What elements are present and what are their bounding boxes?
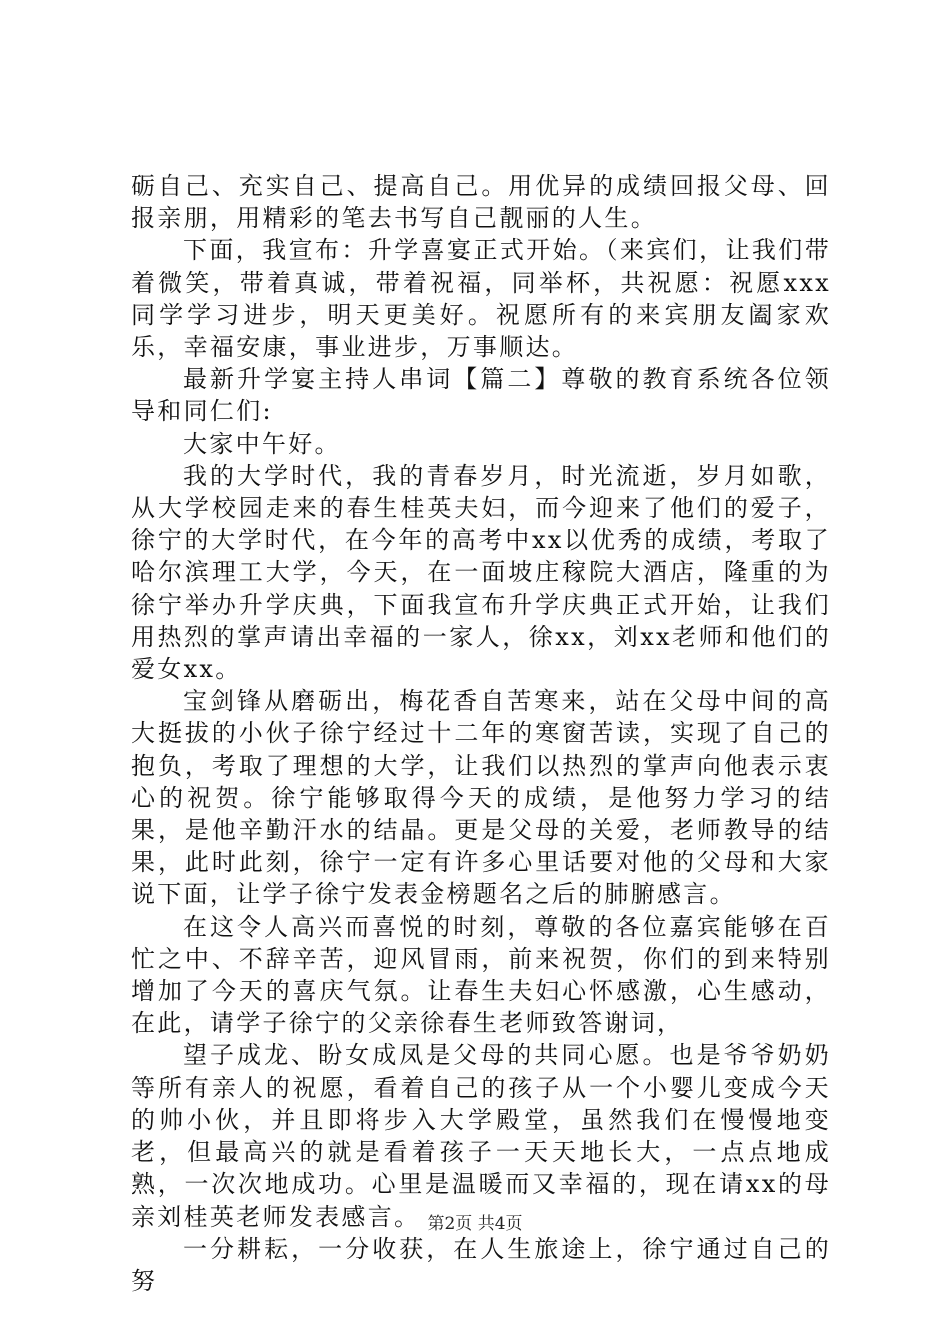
paragraph-5: 我的大学时代，我的青春岁月，时光流逝，岁月如歌，从大学校园走来的春生桂英夫妇，而今迎来了他们的爱子，徐宁的大学时代，在今年的高考中xx以优秀的成绩，考取了哈尔滨理工大学，今天，在一面坡庄稼院大酒店，隆重的为徐宁举办升学庆典，下面我宣布升学庆典正式开始，让我们用热烈的掌声请出幸福的一家人，徐xx，刘xx老师和他们的爱女xx。 (131, 461, 831, 684)
page-footer: 第2页 共4页 (427, 1214, 523, 1234)
document-body (131, 170, 831, 1297)
paragraph-1: 砺自己、充实自己、提高自己。用优异的成绩回报父母、回报亲朋，用精彩的笔去书写自己靓丽的人生。 (131, 172, 831, 233)
paragraph-2: 下面，我宣布：升学喜宴正式开始。（来宾们，让我们带着微笑，带着真诚，带着祝福，同举杯，共祝愿：祝愿xxx同学学习进步，明天更美好。祝愿所有的来宾朋友阖家欢乐，幸福安康，事业进步，万事顺达。 (131, 236, 831, 362)
paragraph-8: 望子成龙、盼女成凤是父母的共同心愿。也是爷爷奶奶等所有亲人的祝愿，看着自己的孩子从一个小婴儿变成今天的帅小伙，并且即将步入大学殿堂，虽然我们在慢慢地变老，但最高兴的就是看着孩子一天天地长大，一点点地成熟，一次次地成功。心里是温暖而又幸福的，现在请xx的母亲刘桂英老师发表感言。 (131, 1041, 831, 1231)
paragraph-9: 一分耕耘，一分收获，在人生旅途上，徐宁通过自己的努 (131, 1234, 831, 1295)
paragraph-7: 在这令人高兴而喜悦的时刻，尊敬的各位嘉宾能够在百忙之中、不辞辛苦，迎风冒雨，前来祝贺，你们的到来特别增加了今天的喜庆气氛。让春生夫妇心怀感激，心生感动，在此，请学子徐宁的父亲徐春生老师致答谢词， (131, 912, 831, 1038)
paragraph-3: 最新升学宴主持人串词【篇二】尊敬的教育系统各位领导和同仁们: (131, 365, 831, 426)
paragraph-6: 宝剑锋从磨砺出，梅花香自苦寒来，站在父母中间的高大挺拔的小伙子徐宁经过十二年的寒窗苦读，实现了自己的抱负，考取了理想的大学，让我们以热烈的掌声向他表示衷心的祝贺。徐宁能够取得今天的成绩，是他努力学习的结果，是他辛勤汗水的结晶。更是父母的关爱，老师教导的结果，此时此刻，徐宁一定有许多心里话要对他的父母和大家说下面，让学子徐宁发表金榜题名之后的肺腑感言。 (131, 687, 831, 909)
paragraph-4: 大家中午好。 (183, 429, 341, 458)
